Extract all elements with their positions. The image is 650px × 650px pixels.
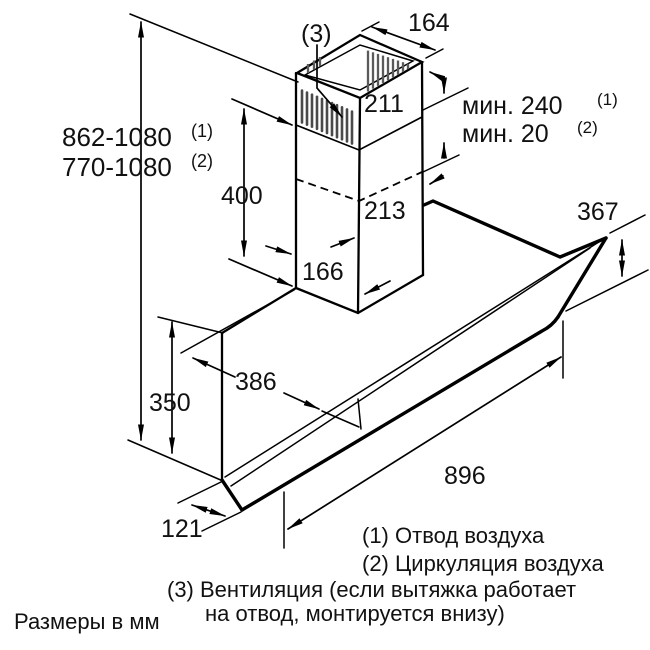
dim-height-extract-sup: (1): [191, 121, 213, 141]
dim-min-recirc-sup: (2): [577, 118, 598, 137]
vent-marker-label: (3): [301, 20, 332, 48]
dim-panel-tip-height: 367: [577, 198, 619, 226]
dim-body-height: 350: [149, 389, 191, 417]
dim-bottom-depth: 121: [161, 515, 203, 543]
dim-chimney-upper-width: 211: [364, 90, 404, 118]
dim-height-recirc: 770-1080: [62, 152, 172, 182]
dim-height-recirc-sup: (2): [191, 151, 213, 171]
dim-chimney-lower-depth: 166: [302, 258, 344, 286]
legend-ventilation-2: на отвод, монтируется внизу): [205, 601, 505, 626]
dim-hood-width: 896: [444, 462, 486, 490]
dim-min-recirc: мин. 20: [462, 120, 549, 148]
dim-height-extract: 862-1080: [62, 122, 172, 152]
dim-chimney-top-depth: 164: [408, 9, 450, 37]
dim-min-extract-sup: (1): [597, 90, 618, 109]
legend-air-recirculation: (2) Циркуляция воздуха: [362, 551, 604, 576]
legend-air-extraction: (1) Отвод воздуха: [362, 523, 545, 548]
units-note: Размеры в мм: [14, 609, 160, 634]
legend: [14, 523, 604, 634]
hood-body-outline: [222, 201, 606, 510]
dim-body-top-depth: 386: [235, 368, 277, 396]
legend-ventilation-1: (3) Вентиляция (если вытяжка работает: [167, 577, 577, 602]
vent-slats-inner: [368, 51, 408, 92]
dim-chimney-lower-width: 213: [364, 197, 406, 225]
dim-min-extract: мин. 240: [462, 92, 563, 120]
dim-chimney-section-height: 400: [221, 182, 263, 210]
